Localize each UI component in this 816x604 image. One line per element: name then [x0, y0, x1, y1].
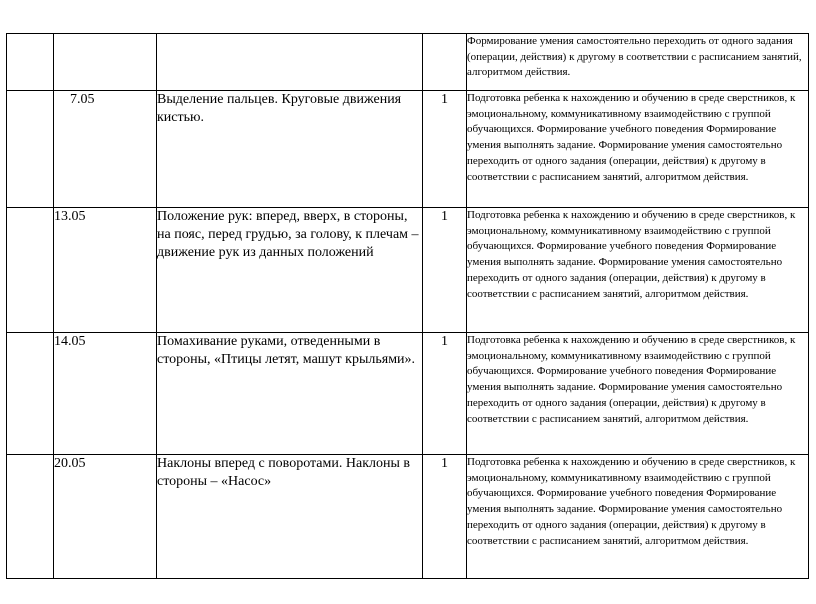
- table-row: [7, 333, 809, 455]
- table-row: [7, 208, 809, 333]
- hours-cell: 1: [423, 91, 467, 208]
- goals-cell: Подготовка ребенка к нахождению и обучению в среде сверстников, к эмоциональному, коммуникативному взаимодействию с группой обучающихся. Формирование учебного поведения Формирование умения выполнять задание. Формирование умения самостоятельно переходить от одного задания (операции, действия) к другому в соответствии с расписанием занятий, алгоритмом действия.: [467, 455, 809, 579]
- hours-cell: 1: [423, 333, 467, 455]
- topic-cell: Выделение пальцев. Круговые движения кистью.: [157, 91, 423, 208]
- goals-cell: Подготовка ребенка к нахождению и обучению в среде сверстников, к эмоциональному, коммуникативному взаимодействию с группой обучающихся. Формирование учебного поведения Формирование умения выполнять задание. Формирование умения самостоятельно переходить от одного задания (операции, действия) к другому в соответствии с расписанием занятий, алгоритмом действия.: [467, 91, 809, 208]
- hours-cell: 1: [423, 208, 467, 333]
- date-cell: 14.05: [54, 333, 157, 455]
- topic-cell: Положение рук: вперед, вверх, в стороны, на пояс, перед грудью, за голову, к плечам – движение рук из данных положений: [157, 208, 423, 333]
- date-cell: [54, 34, 157, 91]
- row-number-cell: [7, 455, 54, 579]
- goals-cell: Формирование умения самостоятельно переходить от одного задания (операции, действия) к другому в соответствии с расписанием занятий, алгоритмом действия.: [467, 34, 809, 91]
- date-cell: 20.05: [54, 455, 157, 579]
- date-cell: 13.05: [54, 208, 157, 333]
- goals-cell: Подготовка ребенка к нахождению и обучению в среде сверстников, к эмоциональному, коммуникативному взаимодействию с группой обучающихся. Формирование учебного поведения Формирование умения выполнять задание. Формирование умения самостоятельно переходить от одного задания (операции, действия) к другому в соответствии с расписанием занятий, алгоритмом действия.: [467, 208, 809, 333]
- goals-cell: Подготовка ребенка к нахождению и обучению в среде сверстников, к эмоциональному, коммуникативному взаимодействию с группой обучающихся. Формирование учебного поведения Формирование умения выполнять задание. Формирование умения самостоятельно переходить от одного задания (операции, действия) к другому в соответствии с расписанием занятий, алгоритмом действия.: [467, 333, 809, 455]
- hours-cell: [423, 34, 467, 91]
- row-number-cell: [7, 333, 54, 455]
- topic-cell: [157, 34, 423, 91]
- topic-cell: Помахивание руками, отведенными в стороны, «Птицы летят, машут крыльями».: [157, 333, 423, 455]
- lesson-plan-table: [6, 33, 809, 579]
- topic-cell: Наклоны вперед с поворотами. Наклоны в стороны – «Насос»: [157, 455, 423, 579]
- table-row: [7, 34, 809, 91]
- hours-cell: 1: [423, 455, 467, 579]
- table-row: [7, 455, 809, 579]
- row-number-cell: [7, 34, 54, 91]
- table-row: [7, 91, 809, 208]
- row-number-cell: [7, 208, 54, 333]
- row-number-cell: [7, 91, 54, 208]
- date-cell: 7.05: [54, 91, 157, 208]
